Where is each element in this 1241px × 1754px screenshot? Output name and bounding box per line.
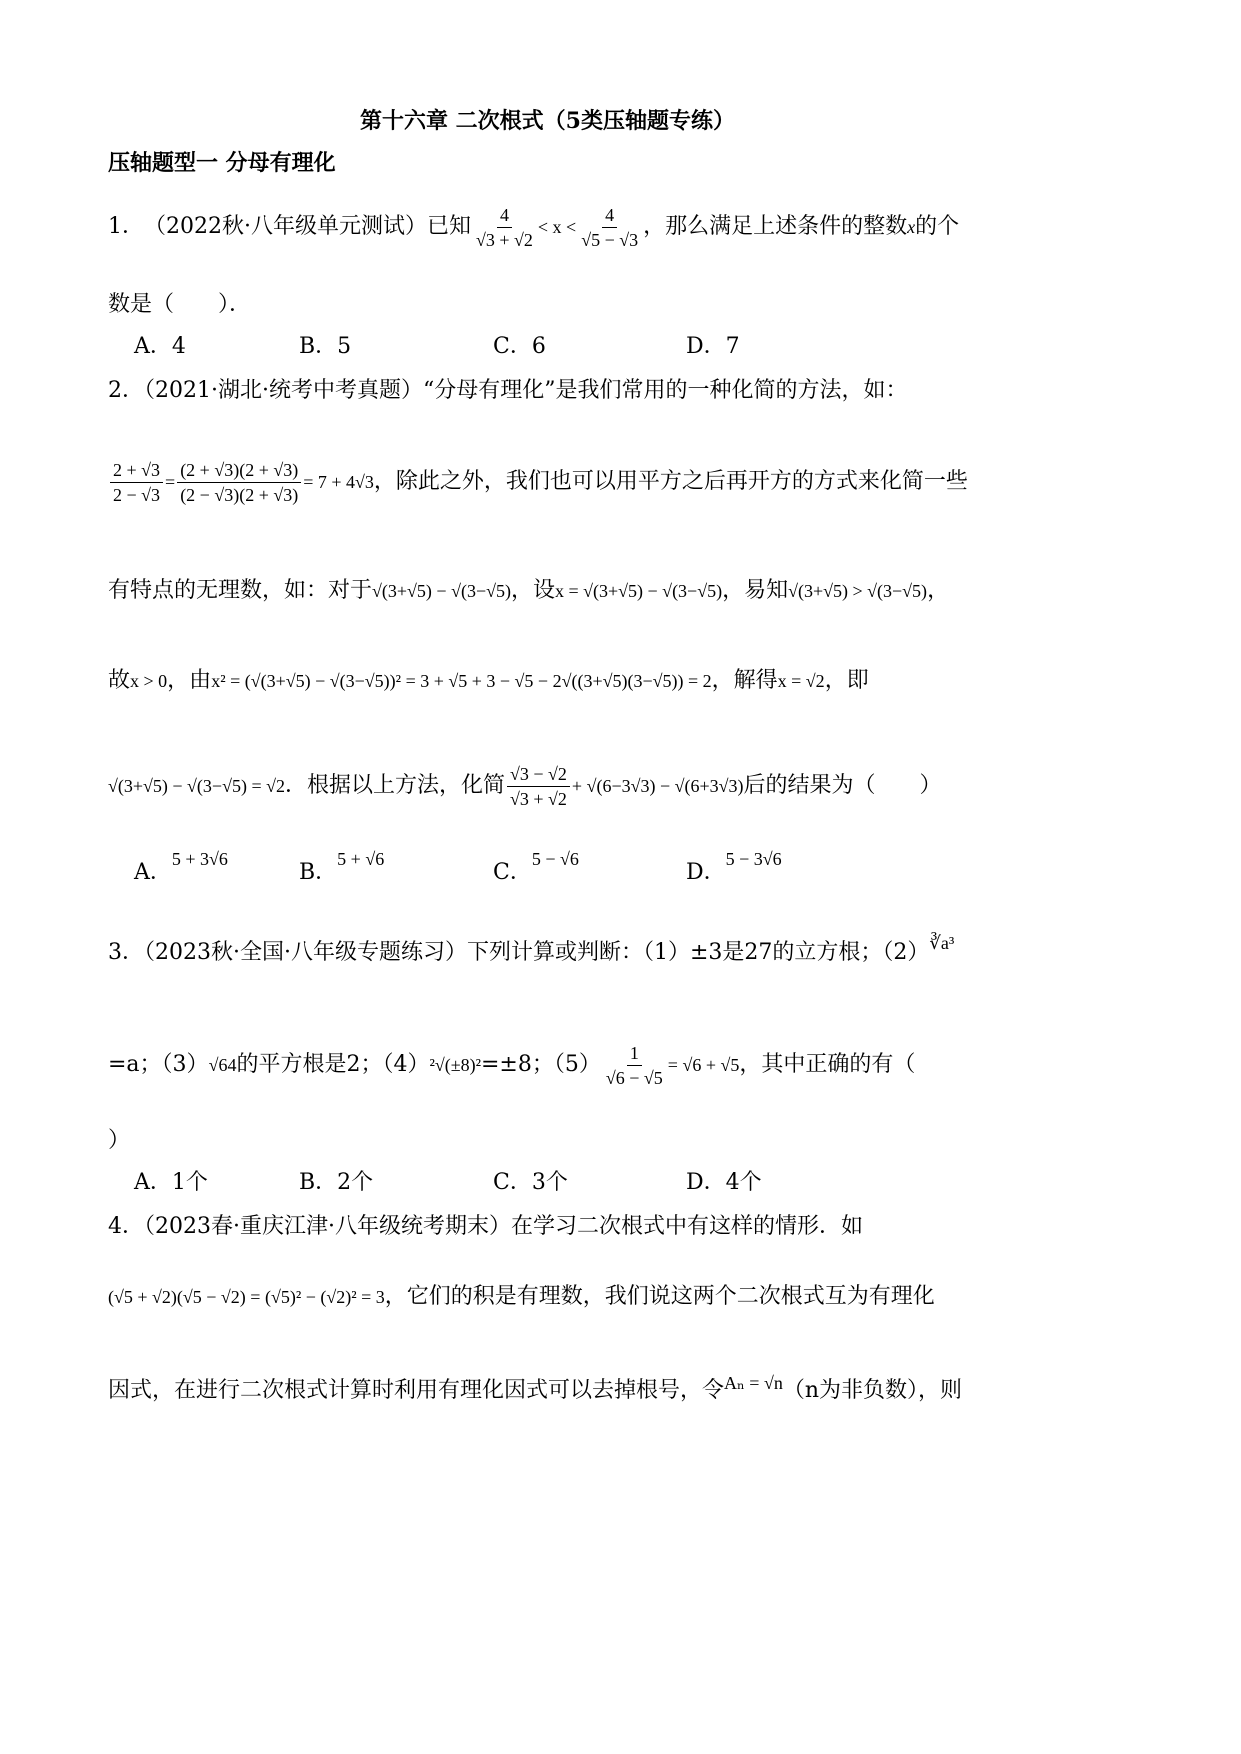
fraction: [578, 203, 641, 252]
fraction-denominator: √3 + √2: [475, 229, 533, 250]
question-3-line-2: [108, 1030, 915, 1100]
question-text: （n为非负数），则: [782, 1378, 963, 1403]
fraction-denominator: √3 + √2: [510, 788, 567, 809]
variable: x: [907, 217, 916, 237]
fraction-numerator: 2 + √3: [110, 458, 163, 483]
fraction-numerator: (2 + √3)(2 + √3): [177, 458, 301, 483]
option-value: 5 − √6: [531, 849, 579, 869]
question-2-line-1: [108, 376, 907, 406]
question-text: 故: [108, 668, 131, 693]
question-text: =±8；（5）: [481, 1052, 601, 1077]
expression: √64: [208, 1055, 237, 1075]
fraction-denominator: √6 − √5: [605, 1067, 663, 1088]
expression: x > 0: [130, 671, 168, 691]
question-source: （2022秋·八年级单元测试）已知: [144, 214, 471, 239]
question-3-line-1: [108, 933, 955, 968]
fraction: [473, 203, 536, 252]
question-text: 因式，在进行二次根式计算时利用有理化因式可以去掉根号，令: [108, 1378, 725, 1403]
question-text: ，解得: [711, 668, 778, 693]
option-value: 5 + √6: [337, 849, 385, 869]
option-label: A．: [134, 860, 172, 885]
expression: + √(6−3√3) − √(6+3√3): [571, 776, 744, 796]
question-source: （2023秋·全国·八年级专题练习）下列计算或判断：（1）±3是27的立方根；（2）: [144, 940, 930, 965]
question-text: ，那么满足上述条件的整数: [643, 214, 908, 239]
question-text: ，其中正确的有（: [739, 1052, 916, 1077]
fraction: [110, 458, 163, 507]
question-text: ．根据以上方法，化简: [284, 773, 505, 798]
question-text: ，: [927, 578, 950, 603]
fraction: [177, 458, 301, 507]
question-1-line-1: [108, 192, 959, 262]
expression: = 7 + 4√3: [303, 472, 374, 492]
question-number: 1．: [108, 214, 144, 239]
equals: =: [165, 472, 176, 492]
question-4-line-2: [108, 1282, 935, 1312]
question-text: ，由: [167, 668, 212, 693]
question-2-line-2: [108, 452, 968, 512]
expression: ²√(±8)²: [429, 1055, 481, 1075]
question-text: ，即: [824, 668, 869, 693]
fraction: [603, 1041, 666, 1090]
fraction-denominator: 2 − √3: [113, 484, 161, 505]
option-b[interactable]: B．2个: [299, 1170, 374, 1195]
option-label: D．: [686, 860, 726, 885]
fraction-numerator: 1: [627, 1041, 642, 1066]
expression: √(3+√5) − √(3−√5): [372, 581, 511, 601]
option-label: B．: [299, 860, 338, 885]
option-d[interactable]: [686, 849, 782, 888]
question-source: （2021·湖北·统考中考真题）“分母有理化”是我们常用的一种化简的方法，如：: [144, 378, 908, 403]
expression: x = √2: [777, 671, 825, 691]
fraction-numerator: 4: [497, 203, 512, 228]
option-label: C．: [493, 860, 532, 885]
option-value: 5 + 3√6: [171, 849, 228, 869]
inequality: < x <: [537, 217, 577, 237]
expression: Aₙ = √n: [724, 1373, 783, 1393]
page-title: 第十六章 二次根式（5类压轴题专练）: [360, 108, 735, 134]
option-b[interactable]: B．5: [299, 334, 352, 359]
question-4-line-3: [108, 1373, 963, 1406]
option-a[interactable]: A．1个: [134, 1170, 208, 1195]
option-d[interactable]: D．4个: [686, 1170, 762, 1195]
question-text: 后的结果为（ ）: [743, 773, 942, 798]
option-d[interactable]: D．7: [686, 334, 740, 359]
expression: √(3+√5) > √(3−√5): [788, 581, 928, 601]
option-c[interactable]: [493, 849, 579, 888]
option-c[interactable]: C．6: [493, 334, 546, 359]
option-a[interactable]: [134, 849, 228, 888]
expression: x² = (√(3+√5) − √(3−√5))² = 3 + √5 + 3 − √5 − 2√((3+√5)(3−√5)) = 2: [211, 671, 712, 691]
expression: = √6 + √5: [667, 1055, 740, 1075]
question-2-line-3: [108, 576, 949, 606]
question-text: 有特点的无理数，如：对于: [108, 578, 373, 603]
question-4-line-1: [108, 1212, 863, 1242]
question-3-line-3: ）: [108, 1128, 131, 1153]
question-2-line-5: [108, 756, 942, 816]
option-b[interactable]: [299, 849, 385, 888]
question-number: 2．: [108, 378, 144, 403]
question-source: （2023春·重庆江津·八年级统考期末）在学习二次根式中有这样的情形．如: [144, 1214, 863, 1239]
question-text: ，设: [510, 578, 555, 603]
question-number: 4．: [108, 1214, 144, 1239]
expression: ∛a³: [929, 933, 955, 953]
expression: √(3+√5) − √(3−√5) = √2: [108, 776, 285, 796]
question-text: ，易知: [722, 578, 789, 603]
option-a[interactable]: A．4: [134, 334, 186, 359]
question-number: 3．: [108, 940, 144, 965]
question-text: =a；（3）: [108, 1052, 209, 1077]
question-text: ，除此之外，我们也可以用平方之后再开方的方式来化简一些: [373, 469, 968, 494]
question-text: 的个: [915, 214, 960, 239]
fraction-numerator: √3 − √2: [507, 762, 570, 787]
fraction-numerator: 4: [602, 203, 617, 228]
expression: x = √(3+√5) − √(3−√5): [554, 581, 723, 601]
option-value: 5 − 3√6: [725, 849, 782, 869]
fraction: [507, 762, 570, 811]
fraction-denominator: √5 − √3: [581, 229, 639, 250]
option-c[interactable]: C．3个: [493, 1170, 568, 1195]
question-text: ，它们的积是有理数，我们说这两个二次根式互为有理化: [384, 1284, 935, 1309]
question-1-line-2: 数是（ ）．: [108, 292, 252, 317]
fraction-denominator: (2 − √3)(2 + √3): [180, 484, 299, 505]
section-heading: 压轴题型一 分母有理化: [108, 150, 336, 176]
question-2-line-4: [108, 666, 869, 696]
question-text: 的平方根是2；（4）: [236, 1052, 430, 1077]
expression: (√5 + √2)(√5 − √2) = (√5)² − (√2)² = 3: [108, 1287, 385, 1307]
